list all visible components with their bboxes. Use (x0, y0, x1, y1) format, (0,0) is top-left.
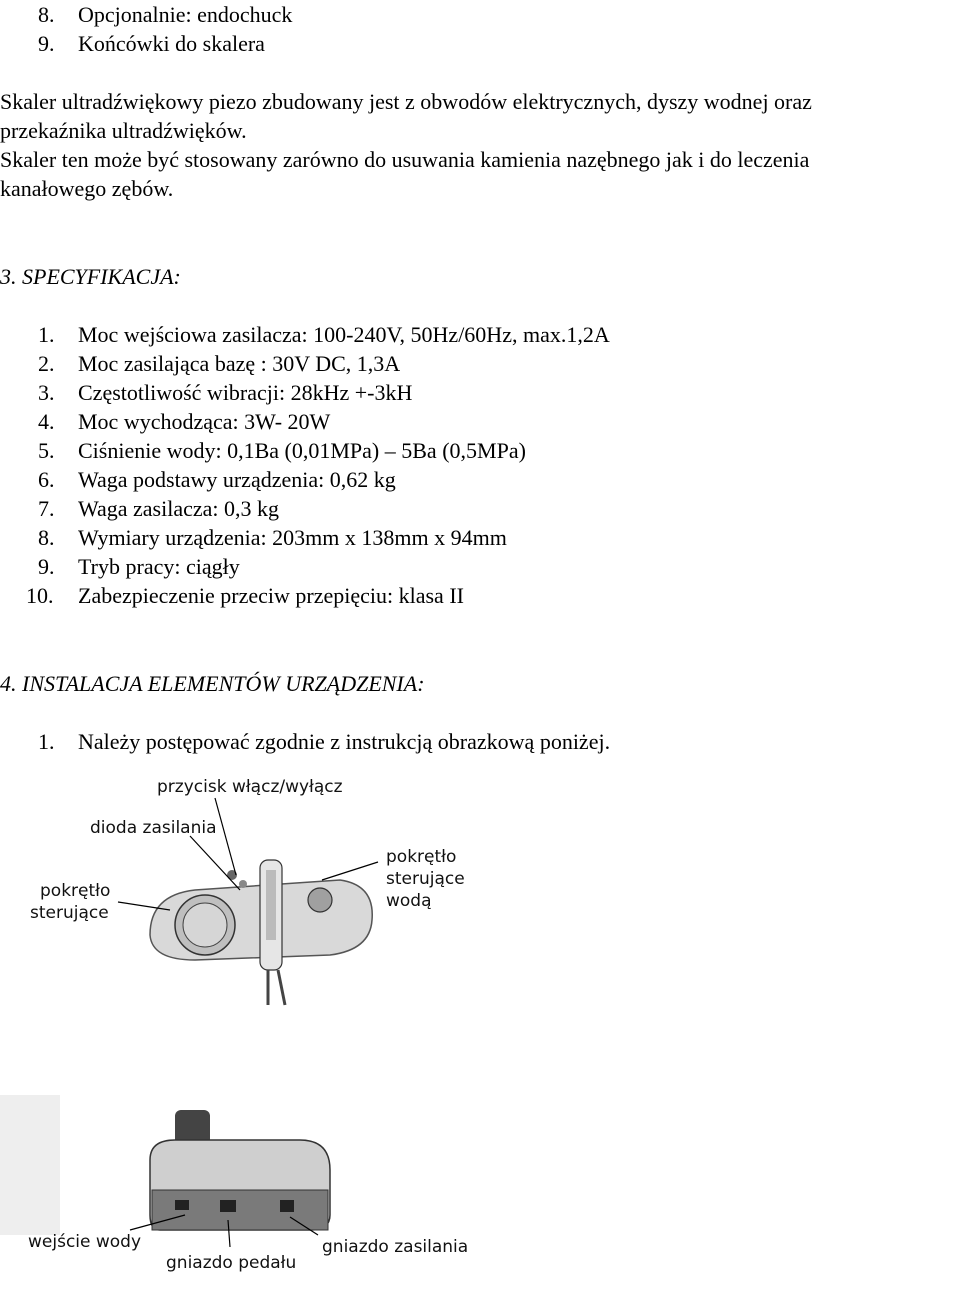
list-item-text: Wymiary urządzenia: 203mm x 138mm x 94mm (78, 525, 507, 550)
list-item-number: 4. (38, 409, 55, 434)
list-item-number: 2. (38, 351, 55, 376)
list-item-number: 1. (38, 322, 55, 347)
list-item-number: 9. (38, 31, 55, 56)
paragraph-line: przekaźnika ultradźwięków. (0, 118, 247, 143)
paragraph-line: Skaler ultradźwiękowy piezo zbudowany jest z obwodów elektrycznych, dyszy wodnej oraz (0, 89, 812, 114)
label-water-knob: wodą (386, 891, 432, 911)
list-item-number: 6. (38, 467, 55, 492)
section-heading-install: 4. INSTALACJA ELEMENTÓW URZĄDZENIA: (0, 671, 425, 696)
list-item-text: Końcówki do skalera (78, 31, 265, 56)
label-water-knob: sterujące (386, 869, 465, 889)
list-item-text: Moc wychodząca: 3W- 20W (78, 409, 331, 434)
list-item-number: 8. (38, 2, 55, 27)
list-item-text: Moc zasilająca bazę : 30V DC, 1,3A (78, 351, 401, 376)
section-heading-spec: 3. SPECYFIKACJA: (0, 264, 181, 289)
paragraph-line: Skaler ten może być stosowany zarówno do usuwania kamienia nazębnego jak i do leczenia (0, 147, 810, 172)
list-item-text: Waga podstawy urządzenia: 0,62 kg (78, 467, 396, 492)
label-power-led: dioda zasilania (90, 818, 217, 838)
list-item-text: Waga zasilacza: 0,3 kg (78, 496, 280, 521)
list-item-text: Moc wejściowa zasilacza: 100-240V, 50Hz/60Hz, max.1,2A (78, 322, 610, 347)
list-item-number: 9. (38, 554, 55, 579)
label-power-socket: gniazdo zasilania (322, 1237, 469, 1257)
list-item-number: 1. (38, 729, 55, 754)
list-item-number: 5. (38, 438, 55, 463)
list-item-number: 7. (38, 496, 55, 521)
label-power-button: przycisk włącz/wyłącz (157, 777, 343, 797)
list-item-number: 8. (38, 525, 55, 550)
paragraph-line: kanałowego zębów. (0, 176, 174, 201)
list-item-text: Ciśnienie wody: 0,1Ba (0,01MPa) – 5Ba (0,5MPa) (78, 438, 526, 463)
list-item-number: 10. (26, 583, 54, 608)
label-water-knob: pokrętło (386, 847, 457, 867)
list-item-text: Częstotliwość wibracji: 28kHz +-3kH (78, 380, 413, 405)
list-item-number: 3. (38, 380, 55, 405)
label-water-inlet: wejście wody (28, 1232, 142, 1252)
label-control-knob: sterujące (30, 903, 109, 923)
label-control-knob: pokrętło (40, 881, 111, 901)
list-item-text: Opcjonalnie: endochuck (78, 2, 293, 27)
list-item-text: Zabezpieczenie przeciw przepięciu: klasa II (78, 583, 464, 608)
list-item-text: Tryb pracy: ciągły (78, 554, 240, 579)
label-pedal-socket: gniazdo pedału (166, 1253, 297, 1273)
list-item-text: Należy postępować zgodnie z instrukcją obrazkową poniżej. (78, 729, 611, 754)
